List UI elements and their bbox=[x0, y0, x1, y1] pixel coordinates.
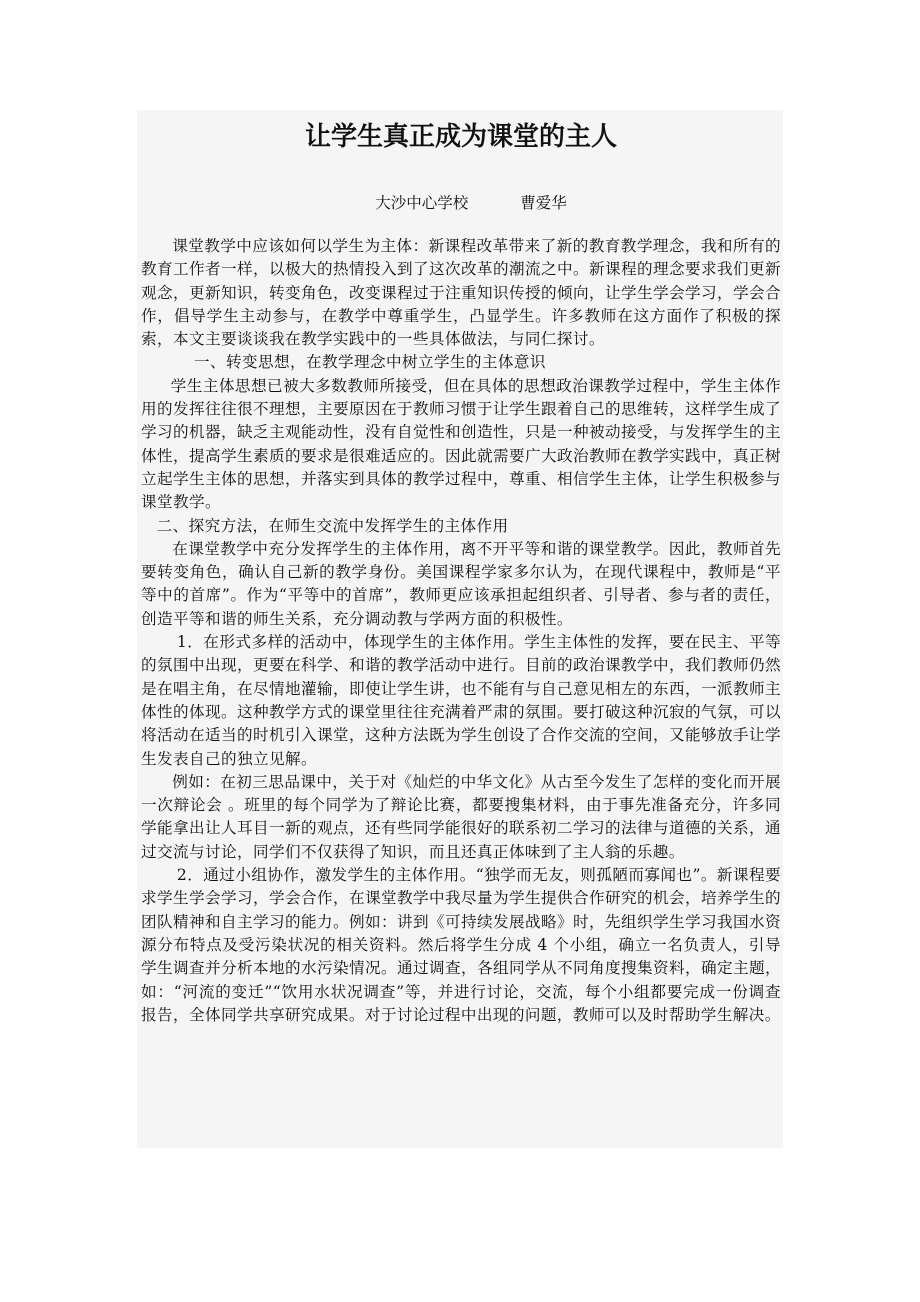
document-title: 让学生真正成为课堂的主人 bbox=[304, 122, 617, 152]
item-2-paragraph: 2．通过小组协作，激发学生的主体作用。“独学而无友，则孤陋而寡闻也”。新课程要求学生学会学习，学会合作，在课堂教学中我尽量为学生提供合作研究的机会，培养学生的团队精神和自主学习的能力。例如：讲到《可持续发展战略》时，先组织学生学习我国水资源分布特点及受污染状况的相关资料。然后将学生分成 4 个小组，确立一名负责人，引导学生调查并分析本地的水污染情况。通过调查，各组同学从不同角度搜集资料，确定主题，如：“河流的变迁”“饮用水状况调查”等，并进行讨论，交流，每个小组都要完成一份调查报告，全体同学共享研究成果。对于讨论过程中出现的问题，教师可以及时帮助学生解决。 bbox=[141, 866, 781, 1024]
section-heading-2: 二、探究方法，在师生交流中发挥学生的主体作用 bbox=[156, 516, 509, 535]
author-name: 曹爱华 bbox=[520, 194, 567, 212]
school-name: 大沙中心学校 bbox=[375, 194, 469, 212]
item-1-paragraph: 1．在形式多样的活动中，体现学生的主体作用。学生主体性的发挥，要在民主、平等的氛围中出现，更要在科学、和谐的教学活动中进行。目前的政治课教学中，我们教师仍然是在唱主角，在尽情地灌输，即使让学生讲，也不能有与自己意见相左的东西，一派教师主体性的体现。这种教学方式的课堂里往往充满着严肃的氛围。要打破这种沉寂的气氛，可以将活动在适当的时机引入课堂，这种方法既为学生创设了合作交流的空间，又能够放手让学生发表自己的独立见解。 bbox=[141, 633, 781, 768]
section-heading-1: 一、转变思想，在教学理念中树立学生的主体意识 bbox=[194, 353, 546, 372]
section-2-paragraph: 在课堂教学中充分发挥学生的主体作用，离不开平等和谐的课堂教学。因此，教师首先要转变角色，确认自己新的教学身份。美国课程学家多尔认为，在现代课程中，教师是“平等中的首席”。作为“平等中的首席”，教师更应该承担起组织者、引导者、参与者的责任，创造平等和谐的师生关系，充分调动教与学两方面的积极性。 bbox=[141, 539, 781, 628]
intro-paragraph: 课堂教学中应该如何以学生为主体：新课程改革带来了新的教育教学理念，我和所有的教育工作者一样，以极大的热情投入到了这次改革的潮流之中。新课程的理念要求我们更新观念，更新知识，转变角色，改变课程过于注重知识传授的倾向，让学生学会学习，学会合作，倡导学生主动参与，在教学中尊重学生，凸显学生。许多教师在这方面作了积极的探索，本文主要谈谈我在教学实践中的一些具体做法，与同仁探讨。 bbox=[141, 237, 781, 349]
section-1-paragraph: 学生主体思想已被大多数教师所接受，但在具体的思想政治课教学过程中，学生主体作用的发挥往往很不理想，主要原因在于教师习惯于让学生跟着自己的思维转，这样学生成了学习的机器，缺乏主观能动性，没有自觉性和创造性，只是一种被动接受，与发挥学生的主体性，提高学生素质的要求是很难适应的。因此就需要广大政治教师在教学实践中，真正树立起学生主体的思想，并落实到具体的教学过程中，尊重、相信学生主体，让学生积极参与课堂教学。 bbox=[141, 376, 781, 512]
example-paragraph: 例如：在初三思品课中，关于对《灿烂的中华文化》从古至今发生了怎样的变化而开展一次辩论会 。班里的每个同学为了辩论比赛，都要搜集材料，由于事先准备充分，许多同学能拿出让人耳目一新的观点，还有些同学能很好的联系初二学习的法律与道德的关系，通过交流与讨论，同学们不仅获得了知识，而且还真正体味到了主人翁的乐趣。 bbox=[141, 772, 781, 861]
byline bbox=[141, 190, 781, 216]
article-body bbox=[141, 235, 781, 1027]
document-content bbox=[141, 110, 781, 1027]
